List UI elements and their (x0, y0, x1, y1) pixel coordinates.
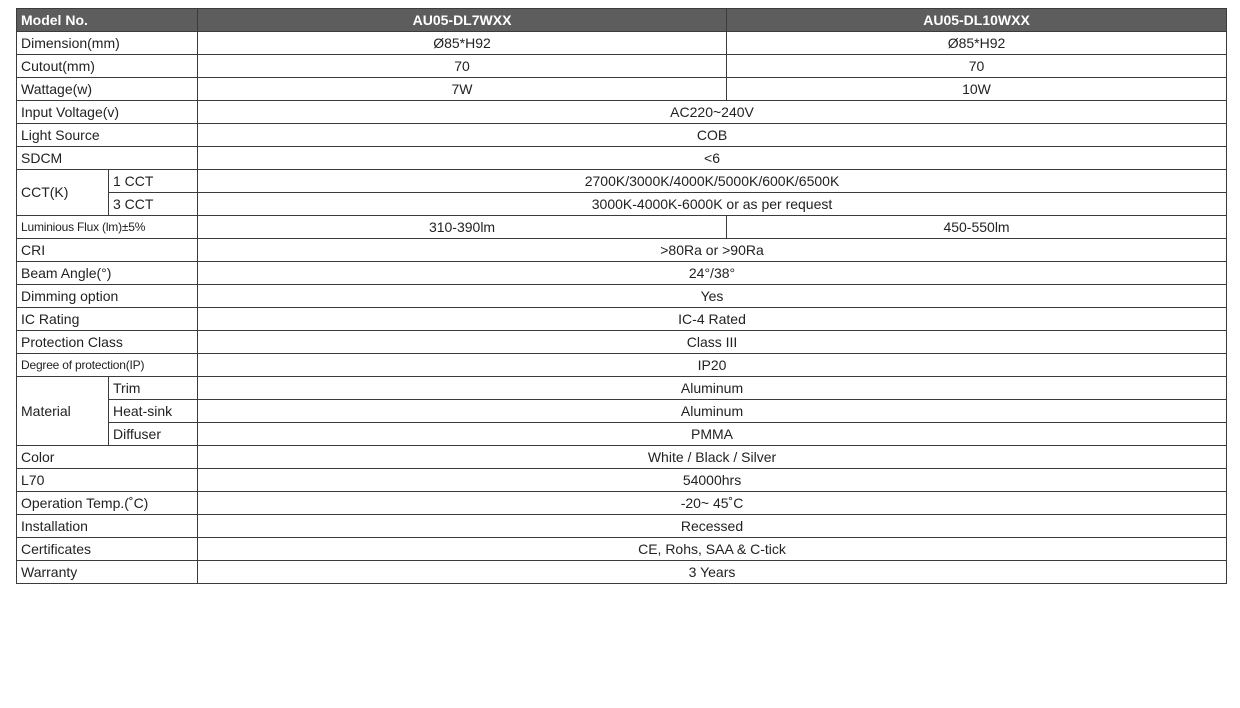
value-a: 310-390lm (198, 216, 727, 239)
sub-label: Trim (109, 377, 198, 400)
value-shared: IC-4 Rated (198, 308, 1227, 331)
value-shared: CE, Rohs, SAA & C-tick (198, 538, 1227, 561)
row-dimension (17, 32, 1227, 55)
row-label: Certificates (17, 538, 198, 561)
row-label: Protection Class (17, 331, 198, 354)
value-shared: <6 (198, 147, 1227, 170)
value-b: 70 (727, 55, 1227, 78)
row-wattage (17, 78, 1227, 101)
row-ip (17, 354, 1227, 377)
row-warranty (17, 561, 1227, 584)
row-label: IC Rating (17, 308, 198, 331)
header-model-label: Model No. (17, 9, 198, 32)
row-label: Input Voltage(v) (17, 101, 198, 124)
value-shared: 54000hrs (198, 469, 1227, 492)
row-label-cct: CCT(K) (17, 170, 109, 216)
value-shared: COB (198, 124, 1227, 147)
value-shared: IP20 (198, 354, 1227, 377)
row-color (17, 446, 1227, 469)
value-b: Ø85*H92 (727, 32, 1227, 55)
spec-table-container (16, 8, 1226, 584)
row-cri (17, 239, 1227, 262)
row-ic-rating (17, 308, 1227, 331)
row-material-diffuser (17, 423, 1227, 446)
row-input-voltage (17, 101, 1227, 124)
value-shared: White / Black / Silver (198, 446, 1227, 469)
sub-label: Diffuser (109, 423, 198, 446)
row-dimming (17, 285, 1227, 308)
row-light-source (17, 124, 1227, 147)
value-a: Ø85*H92 (198, 32, 727, 55)
header-model-b: AU05-DL10WXX (727, 9, 1227, 32)
row-label: Dimension(mm) (17, 32, 198, 55)
row-label: L70 (17, 469, 198, 492)
row-cct-3 (17, 193, 1227, 216)
sub-label: Heat-sink (109, 400, 198, 423)
row-label: Light Source (17, 124, 198, 147)
row-operation-temp (17, 492, 1227, 515)
header-model-a: AU05-DL7WXX (198, 9, 727, 32)
value-a: 70 (198, 55, 727, 78)
value-shared: 2700K/3000K/4000K/5000K/600K/6500K (198, 170, 1227, 193)
row-label: Degree of protection(IP) (17, 354, 198, 377)
row-label: Dimming option (17, 285, 198, 308)
value-shared: Class III (198, 331, 1227, 354)
value-b: 10W (727, 78, 1227, 101)
row-label: Wattage(w) (17, 78, 198, 101)
header-row (17, 9, 1227, 32)
row-label: Warranty (17, 561, 198, 584)
row-material-heatsink (17, 400, 1227, 423)
row-label-material: Material (17, 377, 109, 446)
value-shared: Aluminum (198, 400, 1227, 423)
sub-label: 1 CCT (109, 170, 198, 193)
row-cct-1 (17, 170, 1227, 193)
sub-label: 3 CCT (109, 193, 198, 216)
spec-table (16, 8, 1227, 584)
row-label: Cutout(mm) (17, 55, 198, 78)
value-shared: 24°/38° (198, 262, 1227, 285)
value-shared: Yes (198, 285, 1227, 308)
value-b: 450-550lm (727, 216, 1227, 239)
value-shared: 3 Years (198, 561, 1227, 584)
value-shared: PMMA (198, 423, 1227, 446)
value-shared: Aluminum (198, 377, 1227, 400)
row-installation (17, 515, 1227, 538)
row-label: Installation (17, 515, 198, 538)
row-protection-class (17, 331, 1227, 354)
value-shared: AC220~240V (198, 101, 1227, 124)
row-label: Luminious Flux (lm)±5% (17, 216, 198, 239)
row-certificates (17, 538, 1227, 561)
row-beam-angle (17, 262, 1227, 285)
row-label: CRI (17, 239, 198, 262)
row-flux (17, 216, 1227, 239)
value-shared: 3000K-4000K-6000K or as per request (198, 193, 1227, 216)
row-cutout (17, 55, 1227, 78)
row-label: Operation Temp.(˚C) (17, 492, 198, 515)
row-label: SDCM (17, 147, 198, 170)
value-shared: -20~ 45˚C (198, 492, 1227, 515)
row-l70 (17, 469, 1227, 492)
row-label: Color (17, 446, 198, 469)
value-shared: >80Ra or >90Ra (198, 239, 1227, 262)
row-label: Beam Angle(°) (17, 262, 198, 285)
value-a: 7W (198, 78, 727, 101)
row-sdcm (17, 147, 1227, 170)
value-shared: Recessed (198, 515, 1227, 538)
row-material-trim (17, 377, 1227, 400)
